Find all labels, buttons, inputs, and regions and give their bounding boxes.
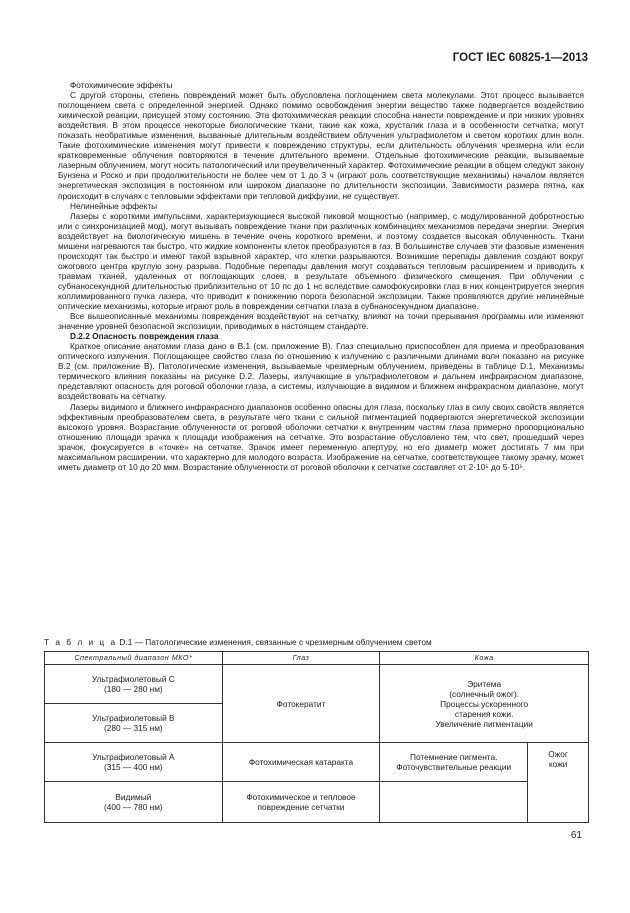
cell-erythema: Эритема (солнечный ожог). Процессы ускоренного старения кожи. Увеличение пигментации (380, 665, 589, 743)
section-heading-photochemical: Фотохимические эффекты (70, 80, 173, 90)
paragraph: С другой стороны, степень повреждений может быть обусловлена поглощением света молекулами. Этот процесс вызывается поглощением света с определенной энергией. Однако помимо освобождения энергии вещество также подвергается воздействию химической реакции, присущей этому состоянию. Эта фотохимическая реакции способна нанести повреждение и при низких уровнях воздействия. В этом процессе некоторые биологические ткани, такие как кожа, хрусталик глаза и в особенности сетчатка, могут показать необратимые изменения, вызванные длительным воздействием облучения ультрафиолетом и светом коротких длин волн. Такие фотохимические изменения могут привести к повреждению структуры, если длительность облучения чрезмерна или если кратковременные облучения повторяются в течение длительного времени. Отдельные фотохимические реакции, вызываемые лазерным облучением, могут носить патологический или преувеличенный характер. Фотохимические реакции в общем следуют закону Бунзена и Роско и при продолжительности не более чем от 1 до 3 ч (играют роль соответствующие механизмы) началом является энергетическая экспозиция в постоянном или широком диапазоне по длительности экспозиции. Зависимости размера пятна, как происходит в случаях с тепловыми эффектами при тепловой диффузии, не существует. (58, 90, 584, 201)
paragraph: Все вышеописанные механизмы повреждения воздействуют на сетчатку, влияют на точки прерывания программы или изменяют значение уровней безопасной экспозиции, приводимых в настоящем стандарте. (58, 311, 584, 332)
subsection-title: D.2.2 Опасность повреждения глаза (70, 331, 219, 342)
table-caption-text: D.1 — Патологические изменения, связанные с чрезмерным облучением светом (119, 637, 432, 647)
table-row (45, 743, 589, 782)
table-caption (44, 637, 589, 647)
table-header-row (45, 652, 589, 665)
cell-retina: Фотохимическое и тепловое повреждение сетчатки (222, 782, 380, 823)
cell-cataract: Фотохимическая катаракта (222, 743, 380, 782)
paragraph: Лазеры видимого и ближнего инфракрасного диапазонов особенно опасны для глаза, поскольку глаз в силу своих свойств является эффективным преобразователем света, в результате чего ткани с сильной пигментацией подвергаются энергетической экспозиции высокого уровня. Возрастание облученности от роговой оболочки сетчатки к внутренним частям глаза примерно пропорционально отношению площади зрачка к площади изображения на сетчатке. Это возрастание обусловлено тем, что свет, прошедший через зрачок, фокусируется в «точке» на сетчатке. Зрачок имеет переменную апертуру, но его диаметр может достигать 7 мм при максимальном расширении, что характерно для молодого возраста. Изображение на сетчатке, соответствующее такому зрачку, может иметь диаметр от 10 до 20 мкм. Возрастание облученности от роговой оболочки к сетчатке составляет от 2·10⁵ до 5·10⁵. (58, 401, 584, 472)
cell-photokeratitis: Фотокератит (222, 665, 380, 743)
pathology-table (44, 651, 589, 823)
paragraph: Краткое описание анатомии глаза дано в В.1 (см. приложение В). Глаз специально приспособлен для приема и преобразования оптического излучения. Поглощающее свойство глаза по отношению к излучению с различными длинами волн показано на рисунке В.2 (см. приложение В). Патологические изменения, вызываемые чрезмерным облучением, приведены в таблице D.1. Механизмы термического влияния показаны на рисунке D.2. Лазеры, излучающие в ультрафиолетовом и дальнем инфракрасном диапазоне, представляют опасность для роговой оболочки глаза, а системы, излучающие в видимом и ближнем инфракрасном диапазоне, могут воздействовать на сетчатку. (58, 341, 584, 402)
cell-uvb: Ультрафиолетовый В (280 — 315 нм) (45, 704, 223, 743)
section-heading-nonlinear: Нелинейные эффекты (70, 200, 158, 211)
header-spectral: Спектральный диапазон МКО* (45, 652, 223, 665)
cell-visible: Видимый (400 — 780 нм) (45, 782, 223, 823)
cell-uva: Ультрафиолетовый А (315 — 400 нм) (45, 743, 223, 782)
header-skin: Кожа (380, 652, 589, 665)
cell-empty (380, 782, 528, 823)
page-number: 61 (570, 830, 582, 841)
cell-skin-burns: Ожог кожи (528, 743, 589, 823)
header-eye: Глаз (222, 652, 380, 665)
paragraph: Лазеры с короткими импульсами, характеризующиеся высокой пиковой мощностью (например, с модулированной добротностью или с синхронизацией мод), могут вызывать повреждение ткани при различных комбинациях механизмов передачи энергии. Энергия воздействует на биологическую мишень в течение очень короткого времени, и поэтому создается высокая облученность. Ткани мишени нагреваются так быстро, что жидкие компоненты клеток преобразуются в газ. В большинстве случаев эти фазовые изменения происходят так быстро и имеют такой взрывной характер, что клетки разрываются. Возникшие перепады давления создают вокруг ожогового центра круглую зону разрыва. Подобные перепады давления могут создаваться тепловым расширением и приводить к травмам тканей, удаленных от поглощающих слоев, в результате объемного физического смещения. При облучении с субнаносекундной длительностью приблизительно от 10 пс до 1 нс вследствие самофокусировки глаз в них концентрируется энергия коллимированного пучка лазера, что приводит к понижению порога безопасной экспозиции. Также проявляются другие нелинейные оптические механизмы, которые играют роль в повреждении сетчатки глаза в субнаносекундном диапазоне. (58, 210, 584, 312)
table-caption-prefix: Т а б л и ц а (44, 637, 118, 647)
table-row (45, 782, 589, 823)
table-row (45, 665, 589, 704)
cell-pigment: Потемнение пигмента. Фоточувствительные реакции (380, 743, 528, 782)
cell-uvc: Ультрафиолетовый C (180 — 280 нм) (45, 665, 223, 704)
standard-header: ГОСТ IEC 60825-1—2013 (452, 52, 588, 64)
body-text (58, 80, 584, 472)
